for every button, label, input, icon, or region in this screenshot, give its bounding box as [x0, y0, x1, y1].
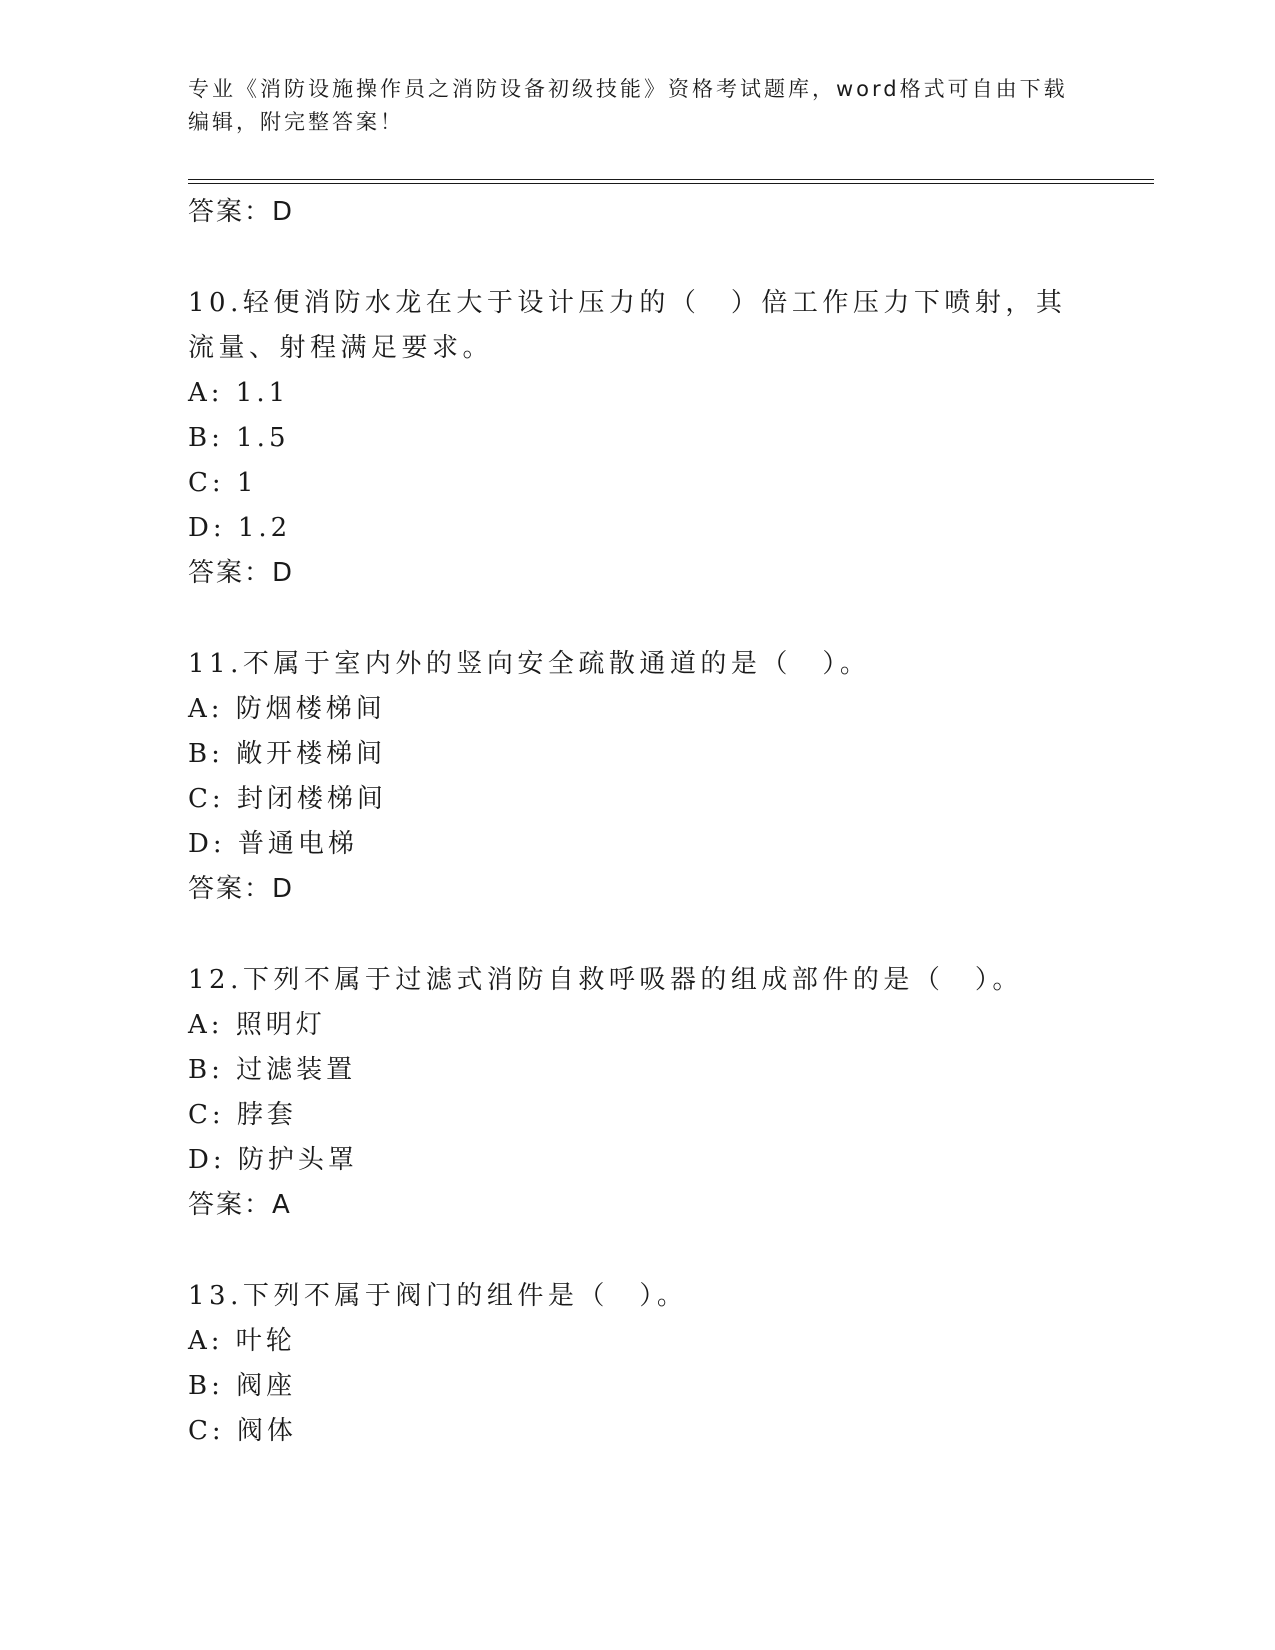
document-header — [188, 73, 1068, 139]
question-stem: 12.下列不属于过滤式消防自救呼吸器的组成部件的是（ ）。 — [188, 965, 1023, 995]
option-c: C: 封闭楼梯间 — [188, 784, 387, 814]
question-stem: 11.不属于室内外的竖向安全疏散通道的是（ ）。 — [188, 649, 871, 679]
answer: 答案：D — [188, 874, 295, 904]
option-a: A: 1.1 — [188, 378, 290, 408]
question-stem: 13.下列不属于阀门的组件是（ ）。 — [188, 1281, 688, 1311]
option-b: B: 过滤装置 — [188, 1055, 357, 1085]
option-b: B: 阀座 — [188, 1371, 297, 1401]
option-d: D: 1.2 — [188, 513, 292, 543]
option-b: B: 敞开楼梯间 — [188, 739, 387, 769]
option-c: C: 脖套 — [188, 1100, 297, 1130]
option-a: A: 防烟楼梯间 — [188, 694, 386, 724]
option-d: D: 防护头罩 — [188, 1145, 358, 1175]
header-rule-bottom — [188, 183, 1154, 184]
header-rule-top — [188, 179, 1154, 180]
option-c: C: 阀体 — [188, 1416, 297, 1446]
question-11 — [188, 642, 1088, 912]
option-a: A: 照明灯 — [188, 1010, 326, 1040]
header-text: 专业《消防设施操作员之消防设备初级技能》资格考试题库，word格式可自由下载编辑，附完整答案！ — [188, 77, 1068, 134]
answer: 答案：A — [188, 1190, 292, 1220]
question-12 — [188, 958, 1088, 1228]
question-list — [188, 190, 1088, 1454]
answer: 答案：D — [188, 558, 295, 588]
question-10 — [188, 281, 1088, 596]
option-b: B: 1.5 — [188, 423, 290, 453]
answer-q9: 答案：D — [188, 197, 295, 227]
option-d: D: 普通电梯 — [188, 829, 358, 859]
question-stem: 10.轻便消防水龙在大于设计压力的（ ）倍工作压力下喷射，其流量、射程满足要求。 — [188, 288, 1067, 363]
option-c: C: 1 — [188, 468, 258, 498]
question-13 — [188, 1274, 1088, 1454]
option-a: A: 叶轮 — [188, 1326, 296, 1356]
